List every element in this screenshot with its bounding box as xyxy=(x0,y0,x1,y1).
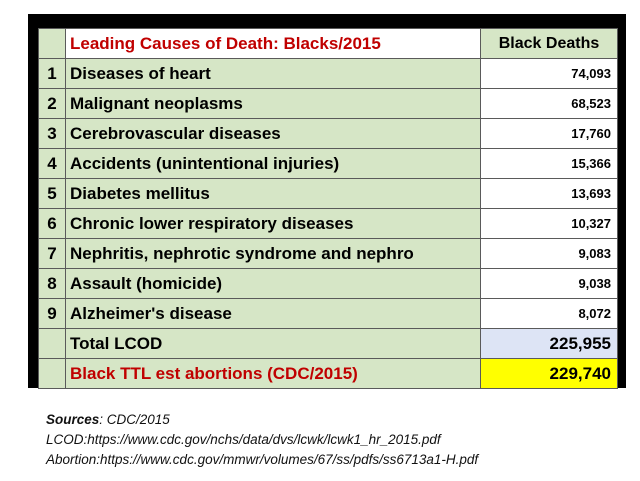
abortion-rank-cell xyxy=(39,359,66,389)
cause-cell: Diabetes mellitus xyxy=(66,179,481,209)
deaths-cell: 10,327 xyxy=(481,209,618,239)
rank-cell: 1 xyxy=(39,59,66,89)
table-row xyxy=(39,89,618,119)
cause-cell: Diseases of heart xyxy=(66,59,481,89)
total-label: Total LCOD xyxy=(66,329,481,359)
rank-cell: 7 xyxy=(39,239,66,269)
cause-cell: Cerebrovascular diseases xyxy=(66,119,481,149)
abortion-row xyxy=(39,359,618,389)
rank-cell: 6 xyxy=(39,209,66,239)
cause-cell: Malignant neoplasms xyxy=(66,89,481,119)
table-body xyxy=(39,59,618,329)
abortion-label: Black TTL est abortions (CDC/2015) xyxy=(66,359,481,389)
rank-cell: 5 xyxy=(39,179,66,209)
deaths-cell: 15,366 xyxy=(481,149,618,179)
rank-cell: 4 xyxy=(39,149,66,179)
rank-cell: 3 xyxy=(39,119,66,149)
total-value: 225,955 xyxy=(481,329,618,359)
table-row xyxy=(39,269,618,299)
header-rank-cell xyxy=(39,29,66,59)
table-row xyxy=(39,299,618,329)
cause-cell: Chronic lower respiratory diseases xyxy=(66,209,481,239)
deaths-cell: 9,083 xyxy=(481,239,618,269)
table-frame xyxy=(28,14,626,388)
table-row xyxy=(39,239,618,269)
total-row xyxy=(39,329,618,359)
abortion-value: 229,740 xyxy=(481,359,618,389)
deaths-cell: 9,038 xyxy=(481,269,618,299)
sources-label: Sources xyxy=(46,412,100,427)
cause-cell: Nephritis, nephrotic syndrome and nephro xyxy=(66,239,481,269)
cause-cell: Assault (homicide) xyxy=(66,269,481,299)
deaths-cell: 74,093 xyxy=(481,59,618,89)
sources-lcod-link: LCOD:https://www.cdc.gov/nchs/data/dvs/lcwk/lcwk1_hr_2015.pdf xyxy=(46,432,441,447)
deaths-cell: 68,523 xyxy=(481,89,618,119)
table-row xyxy=(39,209,618,239)
rank-cell: 8 xyxy=(39,269,66,299)
sources-text: : CDC/2015 xyxy=(99,412,170,427)
cause-cell: Accidents (unintentional injuries) xyxy=(66,149,481,179)
table-title: Leading Causes of Death: Blacks/2015 xyxy=(66,29,481,59)
deaths-cell: 8,072 xyxy=(481,299,618,329)
cause-cell: Alzheimer's disease xyxy=(66,299,481,329)
table-row xyxy=(39,59,618,89)
deaths-cell: 17,760 xyxy=(481,119,618,149)
table-row xyxy=(39,149,618,179)
table-row xyxy=(39,119,618,149)
sources-line xyxy=(46,410,478,430)
value-header: Black Deaths xyxy=(481,29,618,59)
sources-abortion-link: Abortion:https://www.cdc.gov/mmwr/volumes/67/ss/pdfs/ss6713a1-H.pdf xyxy=(46,452,479,467)
table-row xyxy=(39,179,618,209)
header-row xyxy=(39,29,618,59)
deaths-cell: 13,693 xyxy=(481,179,618,209)
rank-cell: 9 xyxy=(39,299,66,329)
sources-block xyxy=(46,410,478,470)
total-rank-cell xyxy=(39,329,66,359)
rank-cell: 2 xyxy=(39,89,66,119)
causes-of-death-table xyxy=(38,28,618,389)
